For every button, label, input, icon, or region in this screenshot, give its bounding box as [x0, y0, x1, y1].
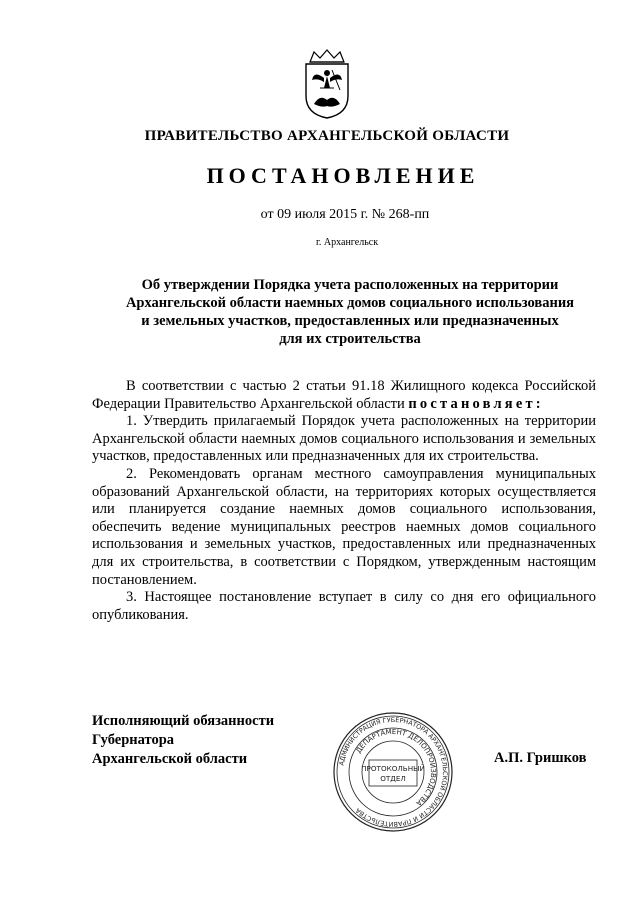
stamp-center-line: ОТДЕЛ [380, 774, 406, 783]
document-body [92, 378, 596, 624]
signer-position-line: Архангельской области [92, 751, 248, 767]
coat-of-arms-icon [300, 48, 354, 120]
resolves-word: постановляет: [408, 395, 544, 412]
intro-paragraph [92, 378, 596, 413]
document-type: ПОСТАНОВЛЕНИЕ [206, 163, 480, 188]
stamp-inner-ring-text: ДЕПАРТАМЕНТ ДЕЛОПРОИЗВОДСТВА [354, 727, 438, 808]
heading-line: для их строительства [279, 331, 421, 347]
signer-position-line: Исполняющий обязанности [92, 713, 275, 729]
document-heading [100, 276, 600, 348]
signer-position-line: Губернатора [92, 732, 175, 748]
item-3: 3. Настоящее постановление вступает в силу со дня его официального опубликования. [92, 589, 596, 623]
government-name: ПРАВИТЕЛЬСТВО АРХАНГЕЛЬСКОЙ ОБЛАСТИ [144, 128, 510, 144]
signer-position [92, 712, 274, 769]
document-city: г. Архангельск [315, 237, 379, 248]
heading-line: и земельных участков, предоставленных или предназначенных [141, 313, 559, 329]
document-date-number: от 09 июля 2015 г. № 268-пп [260, 207, 430, 222]
item-2: 2. Рекомендовать органам местного самоуправления муниципальных образований Архангельской области, на территориях которых осуществляется или планируется создание наемных домов социального использования, обеспечить ведение муниципальных реестров наемных домов социального использования и земельных участков, предоставленных или предназначенных для их строительства, в соответствии с Порядком, утвержденным настоящим постановлением. [92, 465, 596, 588]
stamp-center-line: ПРОТОКОЛЬНЫЙ [361, 764, 425, 773]
heading-line: Архангельской области наемных домов социального использования [125, 295, 575, 311]
signer-name: А.П. Гришков [494, 750, 587, 766]
official-stamp-icon [331, 710, 455, 834]
item-1: 1. Утвердить прилагаемый Порядок учета расположенных на территории Архангельской области наемных домов социального использования и земельных участков, предоставленных или предназначенных для их строительства. [92, 413, 596, 465]
intro-text: В соответствии с частью 2 статьи 91.18 Жилищного кодекса Российской Федерации Правительство Архангельской области [92, 378, 596, 412]
stamp-ring-text: АДМИНИСТРАЦИЯ ГУБЕРНАТОРА АРХАНГЕЛЬСКОЙ ОБЛАСТИ И ПРАВИТЕЛЬСТВА [337, 715, 450, 829]
heading-line: Об утверждении Порядка учета расположенных на территории [141, 277, 559, 293]
